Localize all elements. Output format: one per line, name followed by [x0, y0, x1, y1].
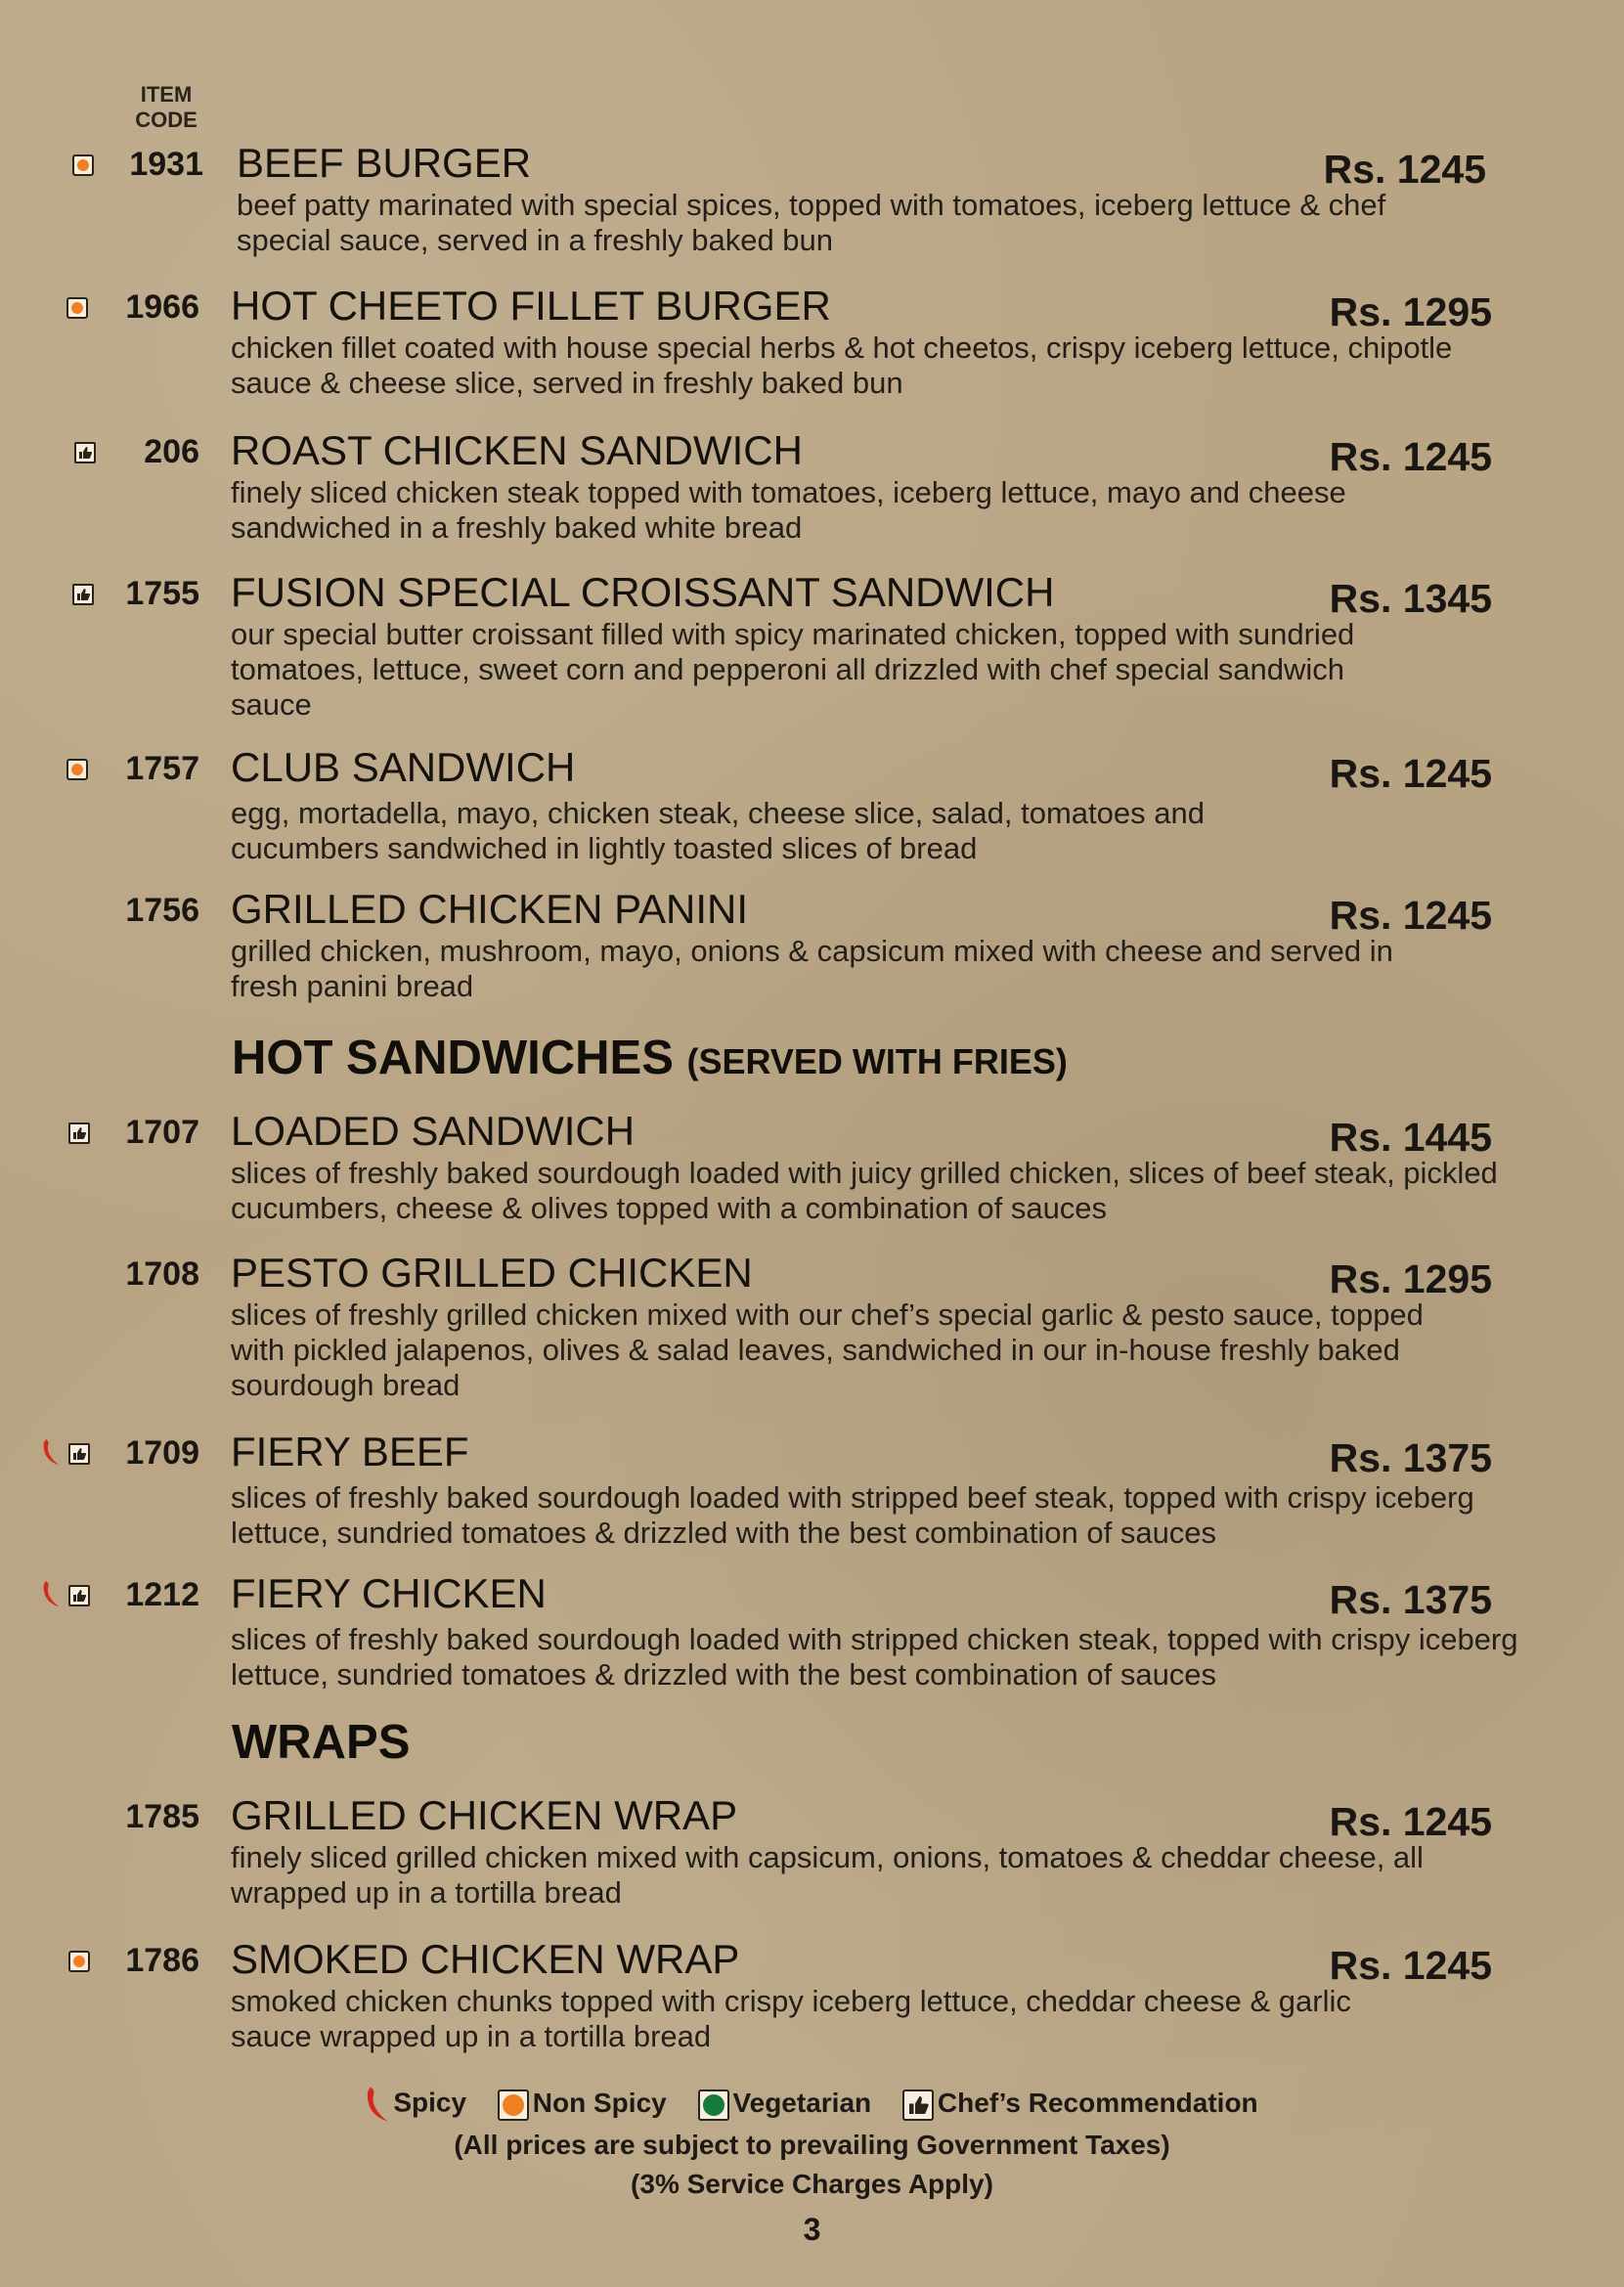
- thumbs-up-icon: [72, 584, 94, 605]
- item-price: Rs. 1445: [1329, 1115, 1492, 1160]
- item-description: slices of freshly grilled chicken mixed with our chef’s special garlic & pesto sauce, topped with pickled jalapenos, olives & salad leaves, sandwiched in our in-house freshly baked sourdough bread: [231, 1297, 1424, 1402]
- item-code: 1707: [125, 1114, 199, 1151]
- non-spicy-icon: [66, 297, 88, 319]
- legend-label: Vegetarian: [732, 2088, 872, 2119]
- chili-icon: [43, 1437, 61, 1467]
- item-badges: [39, 1947, 104, 1978]
- legend-vegetarian: [698, 2088, 872, 2121]
- item-description: egg, mortadella, mayo, chicken steak, cheese slice, salad, tomatoes and cucumbers sandwiched in lightly toasted slices of bread: [231, 796, 1205, 865]
- item-badges: [39, 580, 104, 611]
- item-badges: [39, 293, 104, 325]
- item-name: HOT CHEETO FILLET BURGER: [231, 283, 831, 329]
- item-price: Rs. 1245: [1329, 434, 1492, 479]
- item-code-header: [127, 82, 205, 133]
- item-name: FIERY CHICKEN: [231, 1570, 547, 1616]
- item-badges: [39, 1439, 104, 1471]
- item-description: grilled chicken, mushroom, mayo, onions & capsicum mixed with cheese and served in fresh panini bread: [231, 934, 1393, 1003]
- legend: [0, 2085, 1624, 2124]
- item-price: Rs. 1245: [1323, 147, 1486, 192]
- non-spicy-icon: [498, 2089, 529, 2121]
- legend-label: Non Spicy: [532, 2088, 667, 2119]
- section-title-hot-sandwiches: [232, 1029, 1068, 1091]
- item-code-label: ITEM: [140, 82, 193, 107]
- item-name: FIERY BEEF: [231, 1429, 469, 1474]
- item-code: 1757: [125, 750, 199, 787]
- item-code: 1212: [125, 1576, 199, 1613]
- item-description: slices of freshly baked sourdough loaded with stripped chicken steak, topped with crispy iceberg lettuce, sundried tomatoes & drizzled with the best combination of sauces: [231, 1622, 1518, 1692]
- item-price: Rs. 1375: [1329, 1577, 1492, 1622]
- item-code-label: CODE: [135, 108, 198, 132]
- legend-chef-recommendation: [902, 2088, 1258, 2121]
- item-description: finely sliced chicken steak topped with tomatoes, iceberg lettuce, mayo and cheese sandwiched in a freshly baked white bread: [231, 475, 1346, 545]
- non-spicy-icon: [66, 759, 88, 780]
- page-number: 3: [803, 2212, 821, 2247]
- item-code: 1966: [125, 288, 199, 326]
- legend-label: Chef’s Recommendation: [937, 2088, 1258, 2119]
- item-description: beef patty marinated with special spices, topped with tomatoes, iceberg lettuce & chef special sauce, served in a freshly baked bun: [237, 188, 1386, 257]
- item-code: 1756: [125, 892, 199, 929]
- item-name: FUSION SPECIAL CROISSANT SANDWICH: [231, 569, 1055, 615]
- item-description: smoked chicken chunks topped with crispy iceberg lettuce, cheddar cheese & garlic sauce wrapped up in a tortilla bread: [231, 1984, 1351, 2053]
- item-description: chicken fillet coated with house special herbs & hot cheetos, crispy iceberg lettuce, chipotle sauce & cheese slice, served in freshly baked bun: [231, 330, 1453, 400]
- item-code: 1785: [125, 1798, 199, 1835]
- thumbs-up-icon: [74, 442, 96, 463]
- item-badges: [39, 1581, 104, 1612]
- item-badges: [39, 151, 104, 182]
- item-name: GRILLED CHICKEN WRAP: [231, 1792, 738, 1838]
- thumbs-up-icon: [902, 2089, 934, 2121]
- item-code: 1786: [125, 1942, 199, 1979]
- item-price: Rs. 1245: [1329, 1799, 1492, 1844]
- item-price: Rs. 1245: [1329, 751, 1492, 796]
- tax-note: (All prices are subject to prevailing Government Taxes): [454, 2130, 1170, 2160]
- service-charge-note: (3% Service Charges Apply): [631, 2169, 993, 2199]
- item-code: 1708: [125, 1255, 199, 1293]
- section-title: HOT SANDWICHES: [232, 1032, 674, 1084]
- legend-non-spicy: [498, 2088, 667, 2121]
- non-spicy-icon: [68, 1951, 90, 1972]
- item-badges: [39, 1119, 104, 1150]
- item-name: GRILLED CHICKEN PANINI: [231, 886, 748, 932]
- non-spicy-icon: [72, 154, 94, 176]
- vegetarian-icon: [698, 2089, 729, 2121]
- thumbs-up-icon: [68, 1585, 90, 1606]
- thumbs-up-icon: [68, 1122, 90, 1144]
- item-price: Rs. 1295: [1329, 1256, 1492, 1301]
- item-name: PESTO GRILLED CHICKEN: [231, 1250, 753, 1296]
- item-price: Rs. 1375: [1329, 1435, 1492, 1480]
- section-title: WRAPS: [232, 1716, 411, 1769]
- item-code: 206: [144, 433, 199, 470]
- section-note: (SERVED WITH FRIES): [686, 1041, 1068, 1081]
- item-code: 1709: [125, 1434, 199, 1472]
- section-title-wraps: [232, 1713, 410, 1772]
- item-code: 1931: [129, 146, 203, 183]
- legend-label: Spicy: [393, 2087, 467, 2118]
- item-description: slices of freshly baked sourdough loaded with juicy grilled chicken, slices of beef steak, pickled cucumbers, cheese & olives topped with a combination of sauces: [231, 1156, 1498, 1225]
- item-name: CLUB SANDWICH: [231, 744, 576, 790]
- item-name: ROAST CHICKEN SANDWICH: [231, 427, 803, 473]
- item-name: LOADED SANDWICH: [231, 1108, 636, 1154]
- legend-spicy: [366, 2085, 466, 2124]
- item-price: Rs. 1245: [1329, 1943, 1492, 1988]
- item-description: finely sliced grilled chicken mixed with capsicum, onions, tomatoes & cheddar cheese, all wrapped up in a tortilla bread: [231, 1840, 1424, 1910]
- item-description: our special butter croissant filled with spicy marinated chicken, topped with sundried tomatoes, lettuce, sweet corn and pepperoni all drizzled with chef special sandwich sauce: [231, 617, 1355, 722]
- item-price: Rs. 1245: [1329, 893, 1492, 938]
- item-price: Rs. 1295: [1329, 289, 1492, 334]
- item-name: SMOKED CHICKEN WRAP: [231, 1936, 740, 1982]
- item-price: Rs. 1345: [1329, 576, 1492, 621]
- item-name: BEEF BURGER: [237, 140, 532, 186]
- item-code: 1755: [125, 575, 199, 612]
- thumbs-up-icon: [68, 1443, 90, 1465]
- chili-icon: [43, 1579, 61, 1608]
- item-badges: [39, 755, 104, 786]
- chili-icon: [366, 2085, 391, 2124]
- item-description: slices of freshly baked sourdough loaded with stripped beef steak, topped with crispy iceberg lettuce, sundried tomatoes & drizzled with the best combination of sauces: [231, 1480, 1474, 1550]
- item-badges: [39, 438, 104, 469]
